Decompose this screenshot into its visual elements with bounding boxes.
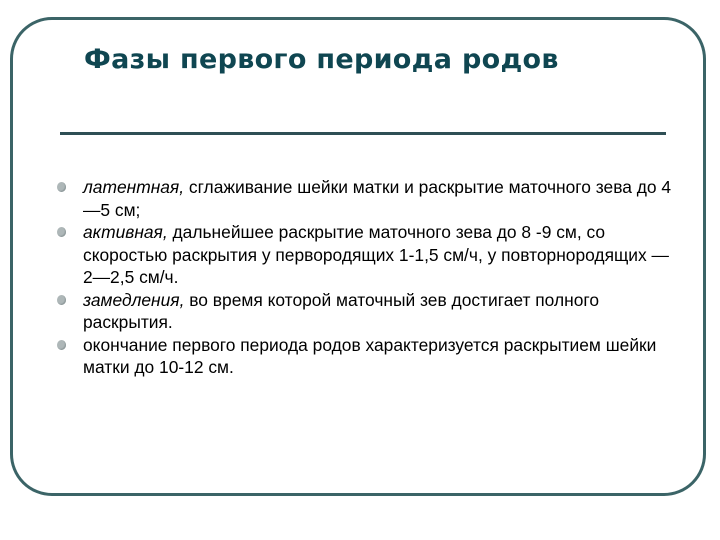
bullet-body: во время которой маточный зев достигает полного раскрытия. (83, 289, 600, 332)
list-item (52, 289, 672, 334)
bullet-lead-term: замедления, (83, 289, 185, 310)
bullet-icon (57, 182, 66, 192)
title-divider (60, 132, 666, 135)
bullet-icon (57, 295, 66, 305)
list-item (52, 176, 672, 221)
bullet-lead-term: латентная, (83, 177, 185, 197)
slide-title: Фазы первого периода родов (84, 44, 559, 75)
bullet-text (83, 335, 656, 378)
bullet-icon (57, 340, 66, 350)
bullet-body: окончание первого периода родов характеризуется раскрытием шейки матки до 10-12 см. (83, 334, 657, 377)
bullet-lead-term: активная, (83, 222, 168, 242)
bullet-body: дальнейшее раскрытие маточного зева до 8 -9 см, со скоростью раскрытия у первородящих 1-1,5 см/ч, у повторнородящих — 2—2,5 см/ч. (83, 222, 669, 287)
list-item (52, 221, 672, 289)
bullet-icon (57, 227, 66, 237)
bullet-text (83, 222, 669, 287)
bullet-text (83, 177, 671, 220)
bullet-text (83, 290, 599, 333)
list-item (52, 334, 672, 379)
bullet-list (52, 176, 672, 379)
bullet-body: сглаживание шейки матки и раскрытие маточного зева до 4—5 см; (83, 177, 672, 220)
